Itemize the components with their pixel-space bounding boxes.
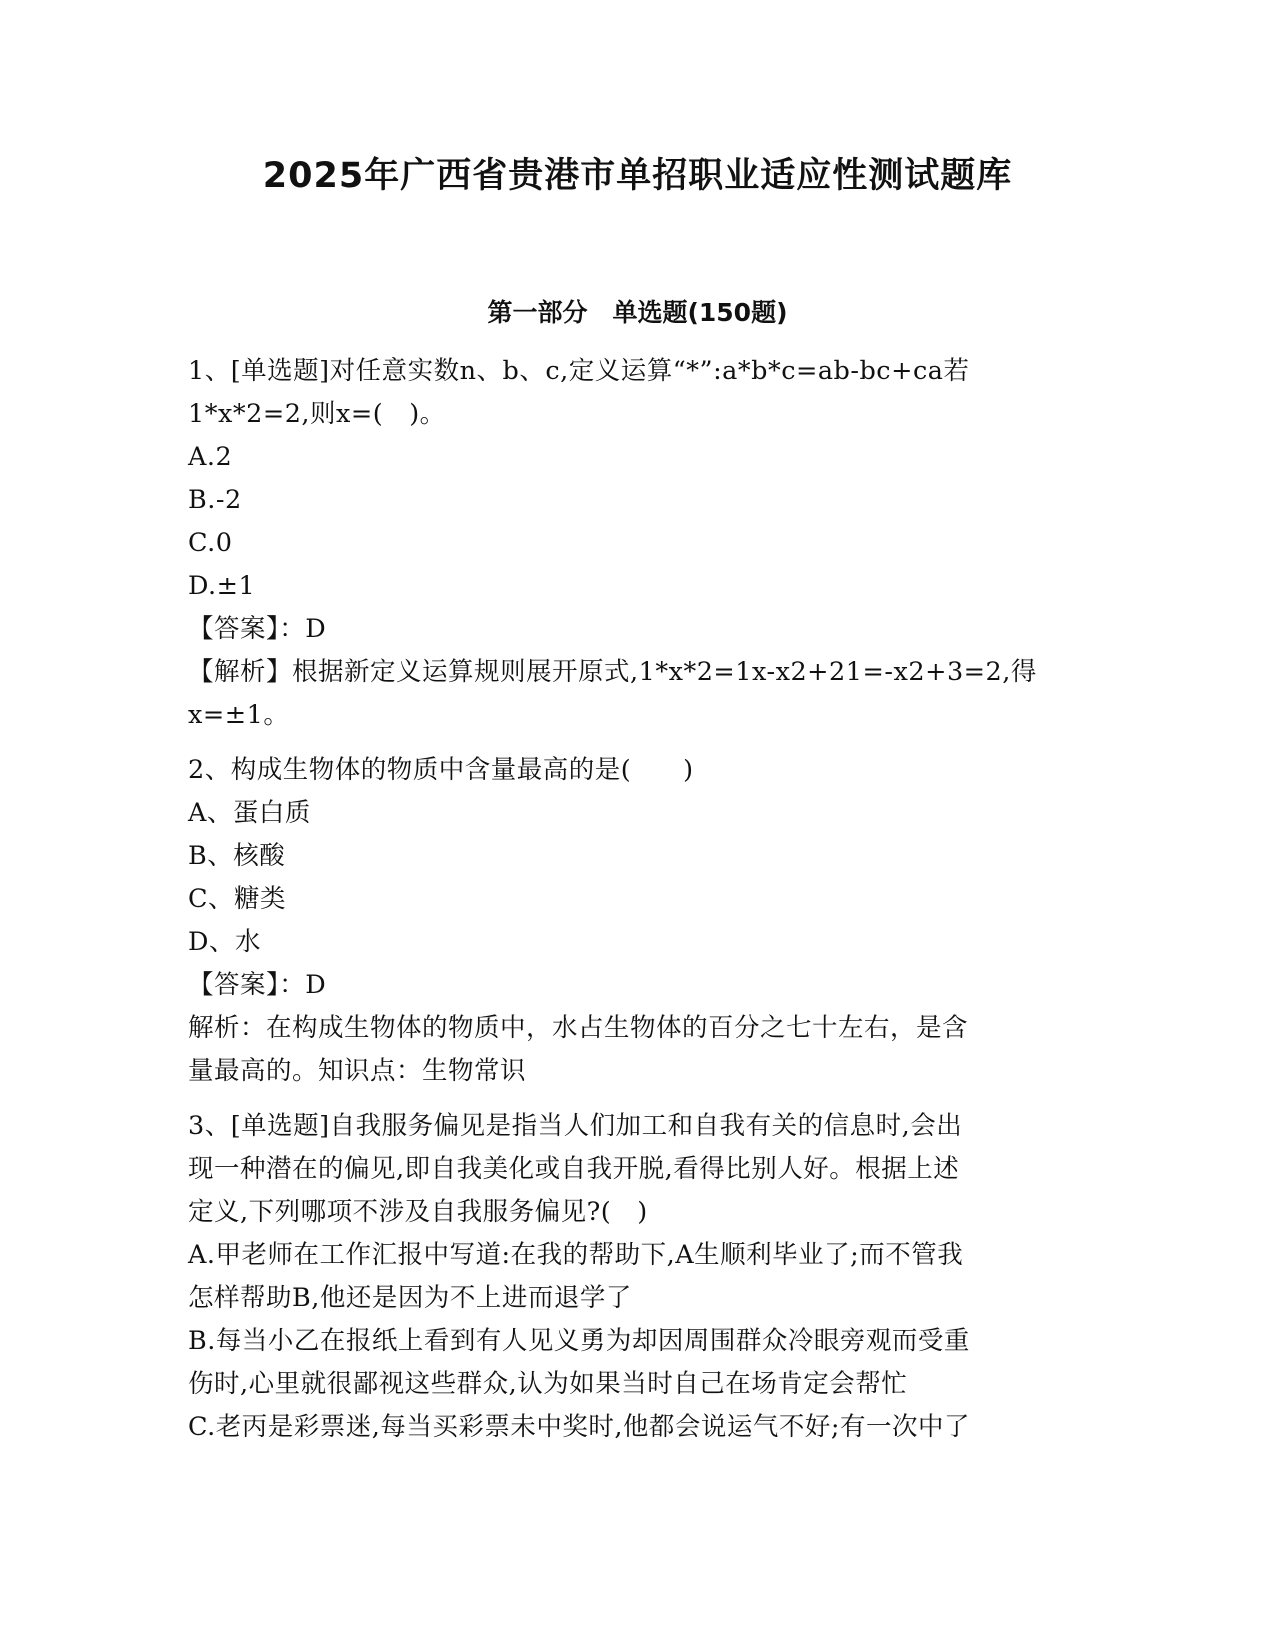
question-list [188,350,1068,1449]
question-stem: 3、[单选题]自我服务偏见是指当人们加工和自我有关的信息时,会出 [188,1111,963,1141]
section-title: 第一部分 单选题(150题) [487,298,788,327]
analysis: 解析：在构成生物体的物质中，水占生物体的百分之七十左右，是含 [188,1013,969,1043]
option-a: A、蛋白质 [188,798,311,828]
question-3 [188,1105,1068,1449]
option-b: 伤时,心里就很鄙视这些群众,认为如果当时自己在场肯定会帮忙 [188,1369,908,1399]
question-stem: 2、构成生物体的物质中含量最高的是( ) [188,755,694,785]
option-b: B.每当小乙在报纸上看到有人见义勇为却因周围群众冷眼旁观而受重 [188,1326,970,1356]
option-a: 怎样帮助B,他还是因为不上进而退学了 [188,1283,632,1313]
document-title: 2025年广西省贵港市单招职业适应性测试题库 [262,156,1013,196]
answer: 【答案】：D [188,614,327,644]
option-d: D、水 [188,927,261,957]
analysis: 量最高的。知识点：生物常识 [188,1056,527,1086]
option-b: B.-2 [188,485,242,515]
question-stem: 定义,下列哪项不涉及自我服务偏见?( ) [188,1197,648,1227]
analysis: x=±1。 [188,700,290,730]
option-c: C、糖类 [188,884,287,914]
option-a: A.2 [188,442,233,472]
option-c: C.0 [188,528,233,558]
answer: 【答案】：D [188,970,327,1000]
option-c: C.老丙是彩票迷,每当买彩票未中奖时,他都会说运气不好;有一次中了 [188,1412,971,1442]
question-2 [188,749,1068,1093]
option-d: D.±1 [188,571,256,601]
option-a: A.甲老师在工作汇报中写道:在我的帮助下,A生顺利毕业了;而不管我 [188,1240,964,1270]
question-stem: 1*x*2=2,则x=( )。 [188,399,446,429]
analysis: 【解析】根据新定义运算规则展开原式,1*x*2=1x-x2+21=-x2+3=2,得 [188,657,1037,687]
question-stem: 1、[单选题]对任意实数n、b、c,定义运算“*”:a*b*c=ab-bc+ca若 [188,356,970,386]
option-b: B、核酸 [188,841,286,871]
question-stem: 现一种潜在的偏见,即自我美化或自我开脱,看得比别人好。根据上述 [188,1154,960,1184]
question-1 [188,350,1068,737]
